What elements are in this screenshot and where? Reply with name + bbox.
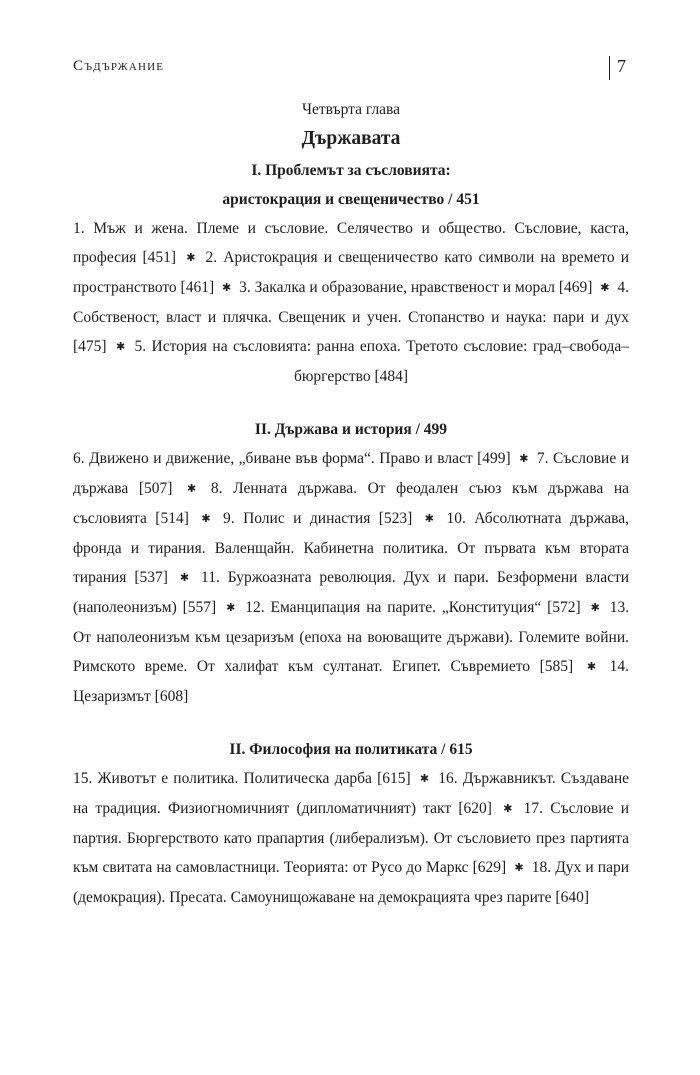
toc-entry[interactable]: 12. Еманципация на парите. „Конституция“ [572] [245,599,581,616]
toc-entry[interactable]: 16. Държавникът. Създаване на традиция. Физиогномичният (дипломатичният) такт [620] [73,770,630,817]
entry-separator-icon: ✱ [226,602,236,614]
toc-entry[interactable]: 4. Собственост, власт и плячка. Свещеник и учен. Стопанство и наука: пари и дух [475] [73,279,630,355]
chapter-title: Държавата [301,128,401,149]
folio-rule [609,56,610,80]
entry-separator-icon: ✱ [519,453,529,465]
entry-separator-icon: ✱ [115,341,126,353]
table-of-contents [73,100,629,912]
entry-separator-icon: ✱ [424,513,435,525]
running-head: Съдържание [73,58,165,74]
entry-separator-icon: ✱ [514,862,524,874]
entry-separator-icon: ✱ [419,773,430,785]
toc-entry[interactable]: 1. Мъж и жена. Племе и съсловие. Селячество и общество. Съсловие, каста, професия [451] [73,220,629,266]
section-title-line: аристокрация и свещеничество / 451 [222,191,480,208]
section-entries [73,444,629,711]
toc-entry[interactable]: 15. Животът е политика. Политическа дарба [615] [73,770,411,787]
page-number: 7 [617,56,626,76]
entry-separator-icon: ✱ [222,282,232,294]
toc-entry[interactable]: 11. Буржоазната революция. Дух и пари. Безформени власти (наполеонизъм) [557] [73,569,630,616]
toc-entry[interactable]: 17. Съсловие и партия. Бюргерството като прапартия (либерализъм). От съсловието през партията към свитата на самовластници. Теорията: от Русо до Маркс [629] [73,800,630,876]
toc-entry[interactable]: 7. Съсловие и държава [507] [73,450,629,497]
section-title-line: I. Проблемът за съсловията: [251,162,451,179]
toc-entry[interactable]: 8. Ленната държава. От феодален съюз към държава на съсловията [514] [73,480,630,527]
toc-entry[interactable]: 9. Полис и династия [523] [223,510,413,527]
toc-entry[interactable]: 2. Аристокрация и свещеничество като символи на времето и пространството [461] [73,249,629,296]
section-title [73,156,629,214]
entry-separator-icon: ✱ [503,803,513,815]
entry-separator-icon: ✱ [186,252,196,264]
entry-separator-icon: ✱ [586,661,597,673]
chapter-label: Четвърта глава [301,101,401,118]
toc-entry[interactable]: 3. Закалка и образование, нравственост и морал [469] [239,279,593,296]
section-entries [73,764,629,912]
entry-separator-icon: ✱ [179,572,190,584]
entry-separator-icon: ✱ [187,483,197,495]
toc-entry[interactable]: 14. Цезаризмът [608] [73,658,629,705]
toc-entry[interactable]: 13. От наполеонизъм към цезаризъм (епоха на воюващите държави). Големите войни. Римското време. От халифат към султанат. Египет. Съвремието [585] [73,599,630,675]
section-entries [73,214,629,391]
toc-entry[interactable]: 5. История на съсловията: ранна епоха. Третото съсловие: град–свобода–бюргерство [484] [134,338,629,385]
toc-entry[interactable]: 6. Движено и движение, „биване във форма“. Право и власт [499] [73,450,511,467]
entry-separator-icon: ✱ [590,602,600,614]
section-title: II. Държава и история / 499 [254,421,448,438]
toc-entry[interactable]: 10. Абсолютната държава, фронда и тирания. Валенщайн. Кабинетна политика. От първата към втората тирания [537] [73,510,630,586]
section-title: II. Философия на политиката / 615 [229,741,473,758]
entry-separator-icon: ✱ [600,282,610,294]
toc-entry[interactable]: 18. Дух и пари (демокрация). Пресата. Самоунищожаване на демокрацията чрез парите [640] [73,859,630,906]
entry-separator-icon: ✱ [201,513,211,525]
